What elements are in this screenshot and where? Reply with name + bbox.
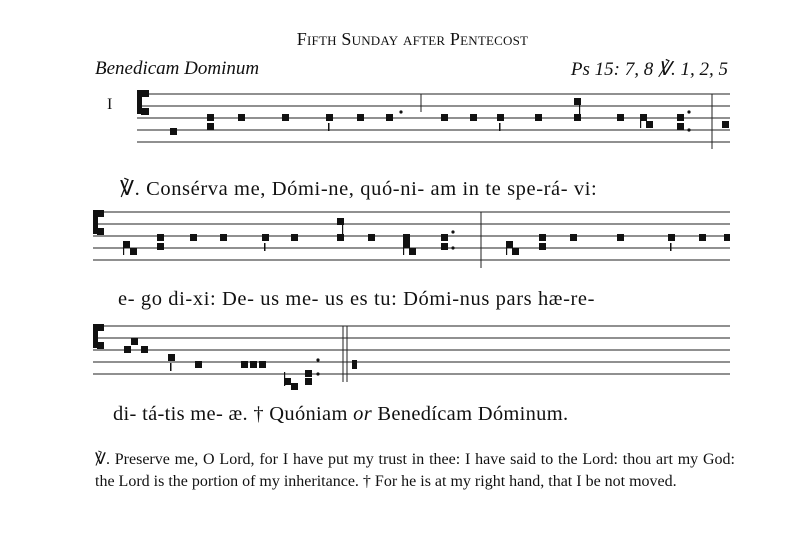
chant-staff-1 <box>0 84 800 159</box>
alternative-ending: Benedícam Dóminum. <box>377 403 569 425</box>
english-translation: ℣. Preserve me, O Lord, for I have put my trust in thee: I have said to the Lord: thou art my God: the Lord is the portion of my inheritance. † For he is at my right hand, that I be not moved. <box>95 451 735 490</box>
lyric-line-1: ℣. Consérva me, Dómi-ne, quó-ni- am in te spe-rá- vi: <box>120 178 598 200</box>
chant-staff-2 <box>0 202 800 274</box>
psalm-reference: Ps 15: 7, 8 ℣. 1, 2, 5 <box>570 59 728 80</box>
mode-number: I <box>107 96 113 113</box>
lyric-line-3 <box>113 403 568 426</box>
lyric-line-2: e- go di-xi: De- us me- us es tu: Dómi-nus pars hæ-re- <box>118 288 596 310</box>
page-title: Fifth Sunday after Pentecost <box>296 29 529 49</box>
lyric-line-3-text: di- tá-tis me- æ. † Quóniam <box>113 403 348 425</box>
chant-staff-3 <box>0 316 800 396</box>
alternative-or: or <box>353 403 372 425</box>
chant-incipit: Benedicam Dominum <box>95 58 260 79</box>
